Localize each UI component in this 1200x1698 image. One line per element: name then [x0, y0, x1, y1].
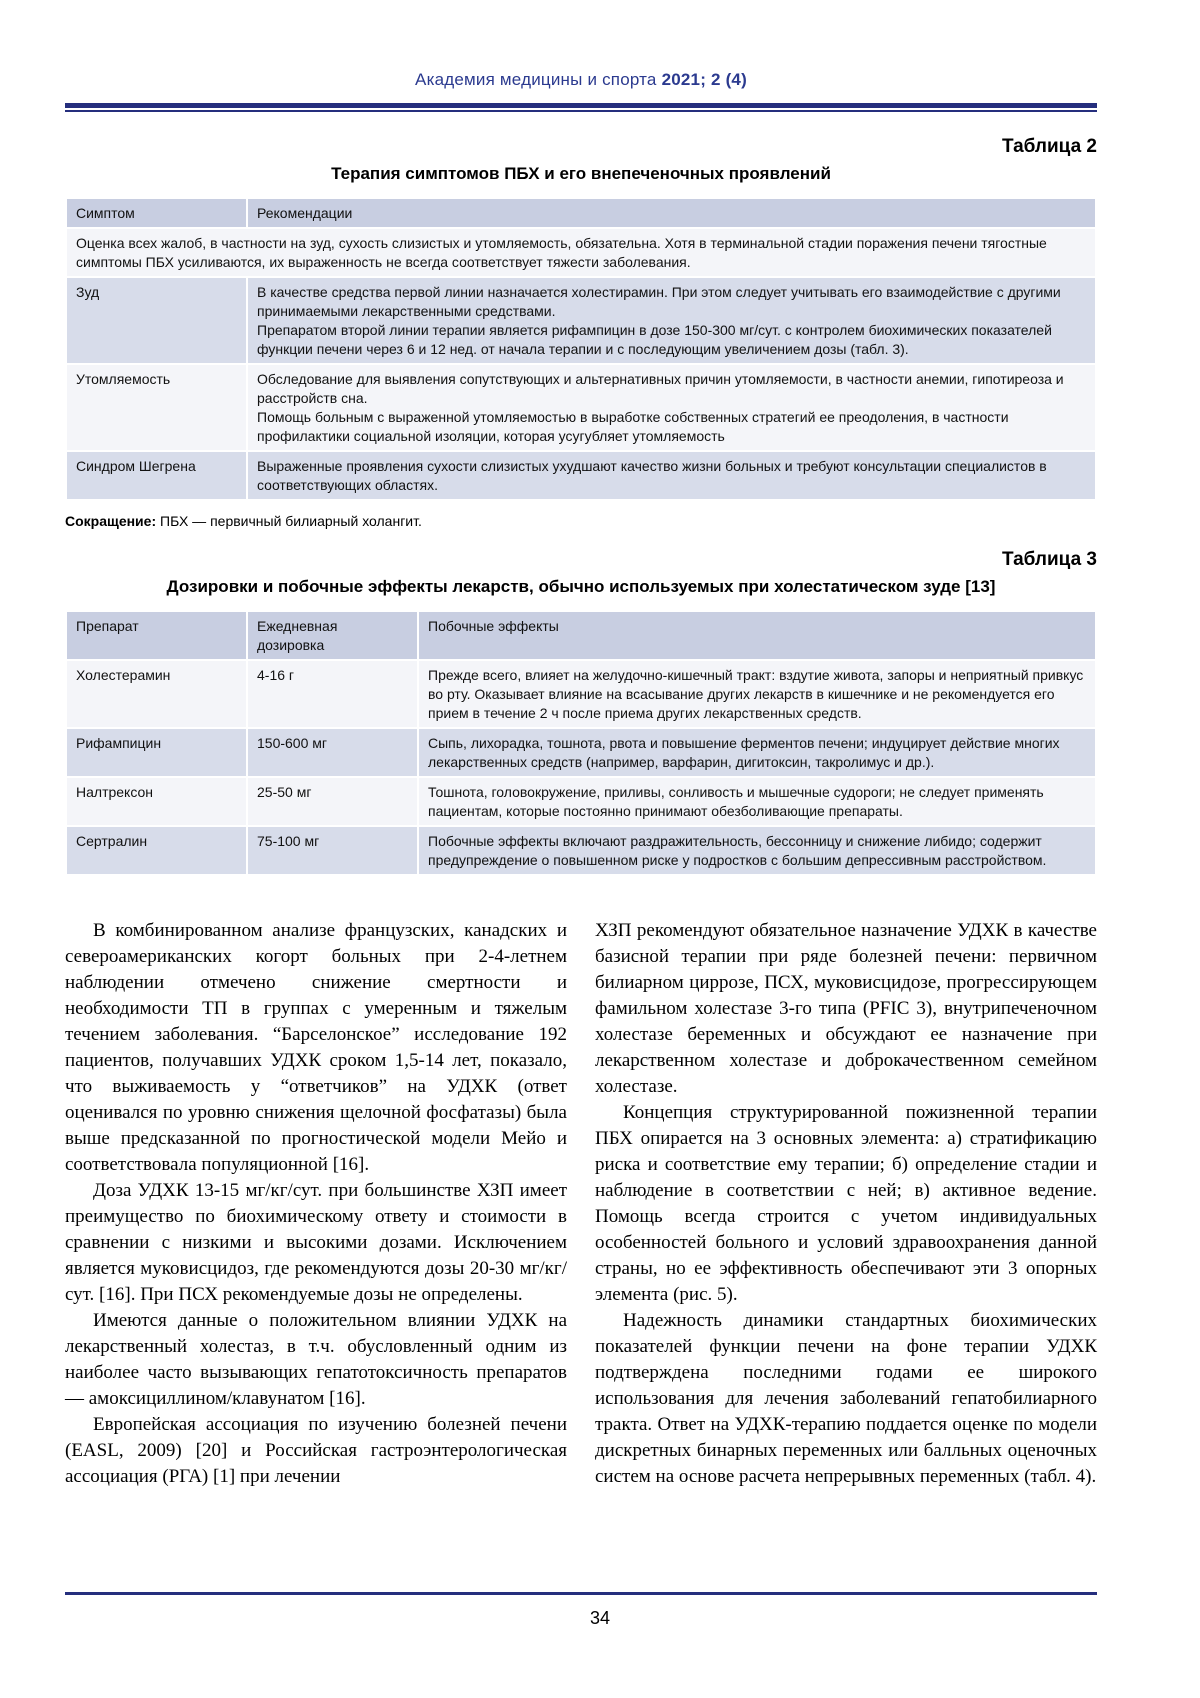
journal-issue: 2021; 2 (4): [661, 70, 747, 89]
column-header-dose: Ежедневная дозировка: [247, 611, 418, 660]
body-paragraph: Европейская ассоциация по изучению болезней печени (EASL, 2009) [20] и Российская гастроэнтерологическая ассоциация (РГА) [1] при лечении: [65, 1414, 567, 1487]
table2-caption: Терапия симптомов ПБХ и его внепеченочных проявлений: [331, 164, 831, 183]
table3-label: Таблица 3: [1001, 549, 1097, 570]
running-head: [65, 70, 1097, 90]
table3-header-row: [66, 611, 1096, 660]
column-header-effects: Побочные эффекты: [418, 611, 1096, 660]
table-row: [66, 826, 1096, 875]
left-column: [65, 918, 567, 1490]
dose-cell: 150-600 мг: [247, 728, 418, 777]
symptom-cell: Утомляемость: [66, 364, 247, 451]
column-header-drug: Препарат: [66, 611, 247, 660]
dose-cell: 4-16 г: [247, 660, 418, 728]
table2-footnote: [65, 513, 1097, 529]
effects-cell: Побочные эффекты включают раздражительность, бессонницу и снижение либидо; содержит предупреждение о повышенном риске у подростков с большим депрессивным расстройством.: [418, 826, 1096, 875]
footer-rule: [65, 1592, 1097, 1595]
note-cell: Оценка всех жалоб, в частности на зуд, сухость слизистых и утомляемость, обязательна. Хотя в терминальной стадии поражения печени тягостные симптомы ПБХ усиливаются, их выраженность не всегда соответствует тяжести заболевания.: [66, 228, 1096, 277]
table-row-note: [66, 228, 1096, 277]
body-paragraph: Имеются данные о положительном влиянии УДХК на лекарственный холестаз, в т.ч. обусловленный одним из наиболее часто вызывающих гепатотоксичность препаратов — амоксициллином/клавунатом [16].: [65, 1310, 567, 1409]
symptom-cell: Синдром Шегрена: [66, 451, 247, 500]
body-paragraph: Надежность динамики стандартных биохимических показателей функции печени на фоне терапии УДХК подтверждена последними годами ее широкого использования для лечения заболеваний гепатобилиарного тракта. Ответ на УДХК-терапию поддается оценке по модели дискретных бинарных переменных или балльных оценочных систем на основе расчета непрерывных переменных (табл. 4).: [595, 1310, 1097, 1487]
article-body: [65, 918, 1097, 1490]
symptom-cell: Зуд: [66, 277, 247, 364]
recommendation-paragraph: Обследование для выявления сопутствующих и альтернативных причин утомляемости, в частности анемии, гипотиреоза и расстройств сна.: [257, 371, 1064, 406]
journal-title: Академия медицины и спорта: [415, 70, 657, 89]
table-row: [66, 364, 1096, 451]
table-row: [66, 728, 1096, 777]
footnote-label: Сокращение:: [65, 513, 157, 529]
recommendation-cell: [247, 451, 1096, 500]
table2-label: Таблица 2: [1001, 136, 1097, 157]
effects-cell: Прежде всего, влияет на желудочно-кишечный тракт: вздутие живота, запоры и неприятный привкус во рту. Оказывает влияние на всасывание других лекарств в кишечнике и не рекомендуется его прием в течение 2 ч после приема других лекарственных средств.: [418, 660, 1096, 728]
drug-cell: Сертралин: [66, 826, 247, 875]
body-paragraph: Концепция структурированной пожизненной терапии ПБХ опирается на 3 основных элемента: а) стратификацию риска и соответствие ему терапии; б) определение стадии и наблюдение в соответствии с ней; в) активное ведение. Помощь всегда строится с учетом индивидуальных особенностей больного и условий здравоохранения данной страны, но ее эффективность обеспечивают эти 3 опорных элемента (рис. 5).: [595, 1102, 1097, 1305]
header-rule-thick: [65, 103, 1097, 108]
table-row: [66, 660, 1096, 728]
drug-cell: Рифампицин: [66, 728, 247, 777]
table-row: [66, 277, 1096, 364]
page-number: 34: [589, 1608, 611, 1628]
footnote-text: ПБХ — первичный билиарный холангит.: [160, 513, 422, 529]
effects-cell: Тошнота, головокружение, приливы, сонливость и мышечные судороги; не следует применять пациентам, которые постоянно принимают обезболивающие препараты.: [418, 777, 1096, 826]
body-paragraph: В комбинированном анализе французских, канадских и североамериканских когорт больных при 2-4-летнем наблюдении отмечено снижение смертности и необходимости ТП в группах с умеренным и тяжелым течением заболевания. “Барселонское” исследование 192 пациентов, получавших УДХК сроком 1,5-14 лет, показало, что выживаемость у “ответчиков” на УДХК (ответ оценивался по уровню снижения щелочной фосфатазы) была выше предсказанной по прогностической модели Мейо и соответствовала популяционной [16].: [65, 920, 567, 1175]
recommendation-paragraph: Выраженные проявления сухости слизистых ухудшают качество жизни больных и требуют консультации специалистов в соответствующих областях.: [257, 458, 1047, 493]
column-header-symptom: Симптом: [66, 198, 247, 228]
drug-cell: Налтрексон: [66, 777, 247, 826]
recommendation-paragraph: Помощь больным с выраженной утомляемостью в выработке собственных стратегий ее преодоления, в частности профилактики социальной изоляции, которая усугубляет утомляемость: [257, 409, 1009, 444]
table-row: [66, 777, 1096, 826]
header-rule: [65, 103, 1097, 112]
table2-header-row: [66, 198, 1096, 228]
body-paragraph: Доза УДХК 13-15 мг/кг/сут. при большинстве ХЗП имеет преимущество по биохимическому ответу и стоимости в сравнении с низкими и высокими дозами. Исключением является муковисцидоз, где рекомендуются дозы 20-30 мг/кг/сут. [16]. При ПСХ рекомендуемые дозы не определены.: [65, 1180, 567, 1305]
recommendation-paragraph: Препаратом второй линии терапии является рифампицин в дозе 150-300 мг/сут. с контролем биохимических показателей функции печени через 6 и 12 нед. от начала терапии и с последующим увеличением дозы (табл. 3).: [257, 322, 1052, 357]
body-paragraph: ХЗП рекомендуют обязательное назначение УДХК в качестве базисной терапии при ряде болезней печени: первичном билиарном циррозе, ПСХ, муковисцидозе, прогрессирующем фамильном холестазе 3-го типа (PFIC 3), внутрипеченочном холестазе беременных и обсуждают ее назначение при лекарственном холестазе и доброкачественном семейном холестазе.: [595, 920, 1097, 1097]
recommendation-paragraph: В качестве средства первой линии назначается холестирамин. При этом следует учитывать его взаимодействие с другими принимаемыми лекарственными средствами.: [257, 284, 1061, 319]
drug-cell: Холестерамин: [66, 660, 247, 728]
recommendation-cell: [247, 364, 1096, 451]
dose-cell: 25-50 мг: [247, 777, 418, 826]
right-column: [595, 918, 1097, 1490]
effects-cell: Сыпь, лихорадка, тошнота, рвота и повышение ферментов печени; индуцирует действие многих лекарственных средств (например, варфарин, дигитоксин, такролимус и др.).: [418, 728, 1096, 777]
header-rule-thin: [65, 110, 1097, 112]
table-row: [66, 451, 1096, 500]
table3: [65, 610, 1097, 876]
table3-caption: Дозировки и побочные эффекты лекарств, обычно используемых при холестатическом зуде [13]: [166, 577, 996, 596]
column-header-recommendations: Рекомендации: [247, 198, 1096, 228]
dose-cell: 75-100 мг: [247, 826, 418, 875]
recommendation-cell: [247, 277, 1096, 364]
table2: [65, 197, 1097, 501]
